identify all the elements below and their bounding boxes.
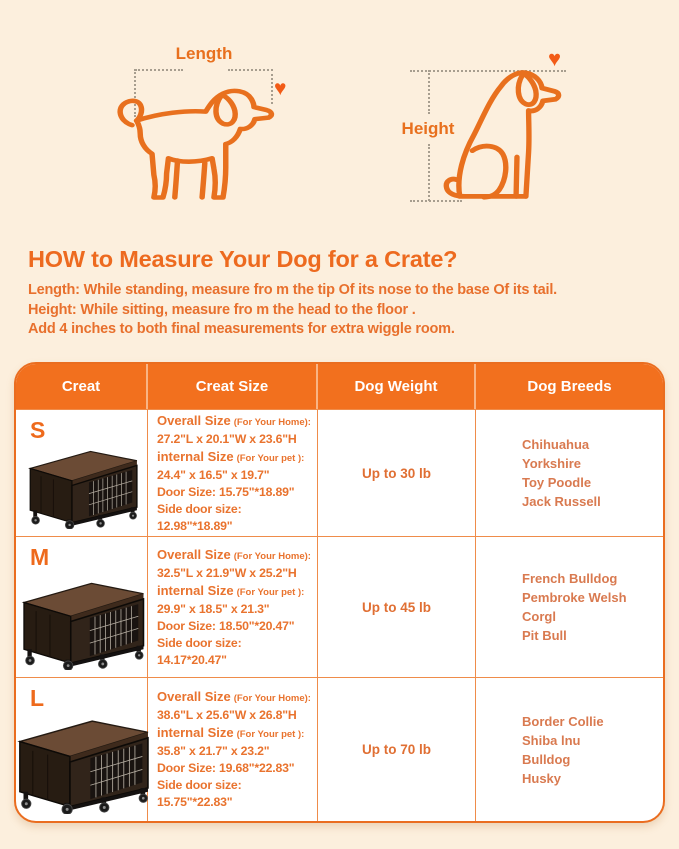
breed-name: Toy Poodle bbox=[522, 475, 592, 490]
dog-weight-value: Up to 30 lb bbox=[361, 465, 431, 481]
door-size-line: Door Size: 18.50"*20.47" bbox=[157, 618, 295, 633]
table-row-s-spec-cell bbox=[148, 409, 318, 536]
length-line-right bbox=[228, 69, 273, 71]
intro-line-height: Height: While sitting, measure fro m the head to the floor . bbox=[28, 301, 416, 318]
sitting-dog-illustration bbox=[433, 64, 567, 202]
breed-name: Pit Bull bbox=[522, 628, 567, 643]
height-line-lower bbox=[428, 144, 430, 201]
heart-icon: ♥ bbox=[274, 77, 287, 100]
breed-name: Pembroke Welsh bbox=[522, 590, 627, 605]
internal-size-label: internal Size bbox=[157, 582, 234, 598]
overall-size-label: Overall Size bbox=[157, 412, 231, 428]
dog-crate-photo bbox=[14, 710, 152, 814]
breed-name: Shiba lnu bbox=[522, 732, 581, 748]
breed-name: Bulldog bbox=[522, 751, 571, 767]
column-header-dog-breeds: Dog Breeds bbox=[476, 364, 663, 409]
overall-size-note: (For Your Home): bbox=[233, 416, 311, 428]
overall-size-value: 27.2"L x 20.1"W x 23.6"H bbox=[157, 431, 297, 446]
side-door-size-line: Side door size: 12.98"*18.89" bbox=[157, 501, 245, 533]
intro-text bbox=[28, 281, 663, 340]
overall-size-value: 38.6"L x 25.6"W x 26.8"H bbox=[157, 708, 297, 722]
side-door-size-line: Side door size: 14.17*20.47" bbox=[157, 635, 248, 667]
table-row-m-spec-cell bbox=[148, 536, 318, 677]
door-size-line: Door Size: 19.68"*22.83" bbox=[157, 761, 295, 775]
standing-dog-illustration bbox=[112, 86, 294, 208]
crate-size-letter: L bbox=[30, 685, 45, 711]
breed-name: Border Collie bbox=[522, 713, 604, 729]
overall-size-note: (For Your Home): bbox=[233, 550, 311, 562]
page-title: HOW to Measure Your Dog for a Crate? bbox=[28, 246, 458, 272]
overall-size-value: 32.5"L x 21.9"W x 25.2"H bbox=[157, 565, 297, 580]
length-line-left bbox=[135, 69, 183, 71]
table-row-l-weight-cell bbox=[318, 677, 476, 821]
table-row-l-spec-cell bbox=[148, 677, 318, 821]
heart-icon: ♥ bbox=[548, 46, 562, 71]
column-header-dog-weight: Dog Weight bbox=[318, 364, 476, 409]
length-measure-diagram bbox=[0, 0, 340, 230]
table-row-m-weight-cell bbox=[318, 536, 476, 677]
internal-size-label: internal Size bbox=[157, 725, 234, 740]
internal-size-note: (For Your pet ): bbox=[236, 452, 305, 464]
dog-crate-photo bbox=[24, 442, 140, 529]
table-row-s-weight-cell bbox=[318, 409, 476, 536]
intro-line-length: Length: While standing, measure fro m the tip Of its nose to the base Of its tail. bbox=[28, 282, 558, 298]
overall-size-label: Overall Size bbox=[157, 546, 231, 562]
internal-size-label: internal Size bbox=[157, 448, 234, 464]
dog-weight-value: Up to 45 lb bbox=[361, 599, 431, 615]
height-line-upper bbox=[428, 70, 430, 114]
internal-size-note: (For Your pet ): bbox=[236, 586, 305, 598]
length-label: Length bbox=[175, 44, 233, 63]
breed-name: Corgl bbox=[522, 609, 556, 624]
breed-name: Jack Russell bbox=[522, 494, 601, 509]
height-label: Height bbox=[401, 119, 455, 138]
crate-size-letter: M bbox=[30, 544, 50, 570]
table-row-s-breeds-cell bbox=[476, 409, 663, 536]
table-row-l-breeds-cell bbox=[476, 677, 663, 821]
breed-name: Chihuahua bbox=[522, 437, 590, 452]
dog-crate-photo bbox=[17, 573, 147, 670]
internal-size-value: 29.9" x 18.5" x 21.3" bbox=[157, 601, 270, 616]
table-row-m-crate-cell bbox=[16, 536, 148, 677]
crate-size-letter: S bbox=[30, 417, 46, 443]
table-row-m-breeds-cell bbox=[476, 536, 663, 677]
overall-size-note: (For Your Home): bbox=[233, 693, 311, 704]
height-measure-diagram bbox=[380, 0, 679, 230]
table-row-l-crate-cell bbox=[16, 677, 148, 821]
breed-name: Husky bbox=[522, 770, 562, 786]
door-size-line: Door Size: 15.75"*18.89" bbox=[157, 484, 295, 499]
side-door-size-line: Side door size: 15.75"*22.83" bbox=[157, 778, 245, 809]
column-header-creat-size: Creat Size bbox=[148, 364, 318, 409]
column-header-creat: Creat bbox=[16, 364, 148, 409]
dog-weight-value: Up to 70 lb bbox=[361, 742, 431, 757]
internal-size-value: 24.4" x 16.5" x 19.7" bbox=[157, 467, 270, 482]
crate-size-table bbox=[14, 362, 665, 823]
internal-size-note: (For Your pet ): bbox=[236, 729, 305, 740]
breed-name: French Bulldog bbox=[522, 571, 618, 586]
intro-line-wiggle: Add 4 inches to both final measurements for extra wiggle room. bbox=[28, 321, 455, 337]
internal-size-value: 35.8" x 21.7" x 23.2" bbox=[157, 744, 270, 758]
overall-size-label: Overall Size bbox=[157, 689, 231, 704]
breed-name: Yorkshire bbox=[522, 456, 582, 471]
table-row-s-crate-cell bbox=[16, 409, 148, 536]
